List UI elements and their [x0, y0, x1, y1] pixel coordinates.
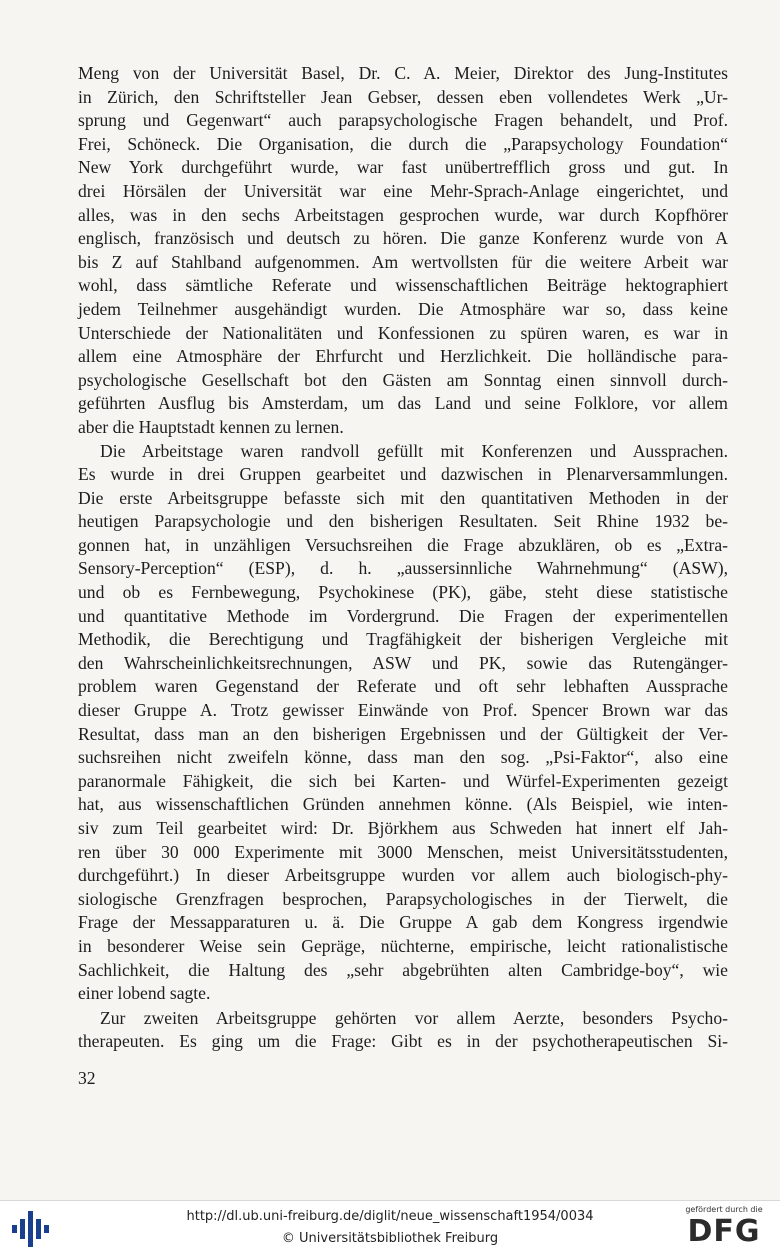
text-line: drei Hörsälen der Universität war eine Mehr-Sprach-Anlage eingerichtet, und: [78, 180, 728, 201]
text-line: aber die Hauptstadt kennen zu lernen.: [78, 416, 344, 437]
text-line: siologische Grenzfragen besprochen, Parapsychologisches in der Tierwelt, die: [78, 888, 728, 909]
text-line: in Zürich, den Schriftsteller Jean Gebser, dessen eben vollendetes Werk „Ur-: [78, 86, 728, 107]
paragraph-start-line: Die Arbeitstage waren randvoll gefüllt mit Konferenzen und Aussprachen.: [100, 440, 728, 461]
text-line: psychologische Gesellschaft bot den Gästen am Sonntag einen sinnvoll durch-: [78, 369, 728, 390]
text-line: hat, aus wissenschaftlichen Gründen annehmen könne. (Als Beispiel, wie inten-: [78, 794, 728, 815]
text-line: problem waren Gegenstand der Referate und oft sehr lebhaften Aussprache: [78, 676, 728, 697]
text-line: Frei, Schöneck. Die Organisation, die durch die „Parapsychology Foundation“: [78, 133, 728, 154]
viewer-footer: [0, 1200, 780, 1255]
text-line: gonnen hat, in unzähligen Versuchsreihen die Frage abzuklären, ob es „Extra-: [78, 534, 728, 555]
text-line: Methodik, die Berechtigung und Tragfähigkeit der bisherigen Vergleiche mit: [78, 629, 728, 650]
copyright-notice: © Universitätsbibliothek Freiburg: [281, 1231, 499, 1246]
paragraph-start-line: Zur zweiten Arbeitsgruppe gehörten vor allem Aerzte, besonders Psycho-: [100, 1007, 728, 1028]
page-number: 32: [78, 1068, 96, 1088]
text-line: Sachlichkeit, die Haltung des „sehr abgebrühten alten Cambridge-boy“, wie: [78, 959, 728, 980]
text-line: einer lobend sagte.: [78, 983, 211, 1004]
text-line: geführten Ausflug bis Amsterdam, um das Land und seine Folklore, vor allem: [78, 393, 728, 414]
text-line: bis Z auf Stahlband aufgenommen. Am wertvollsten für die weitere Arbeit war: [78, 251, 728, 272]
text-line: Sensory-Perception“ (ESP), d. h. „aussersinnliche Wahrnehmung“ (ASW),: [78, 558, 728, 579]
text-line: und quantitative Methode im Vordergrund. Die Fragen der experimentellen: [78, 605, 728, 626]
text-line: Die erste Arbeitsgruppe befasste sich mit den quantitativen Methoden in der: [78, 487, 728, 508]
text-line: wohl, dass sämtliche Referate und wissenschaftlichen Beiträge hektographiert: [78, 275, 728, 296]
dfg-mark: DFG: [687, 1214, 761, 1249]
text-line: durchgeführt.) In dieser Arbeitsgruppe wurden vor allem auch biologisch-phy-: [78, 865, 728, 886]
text-line: Unterschiede der Nationalitäten und Konfessionen zu spüren waren, es war in: [78, 322, 728, 343]
text-line: heutigen Parapsychologie und den bisherigen Resultaten. Seit Rhine 1932 be-: [78, 511, 728, 532]
text-line: alles, was in den sechs Arbeitstagen gesprochen wurde, war durch Kopfhörer: [78, 204, 728, 225]
text-line: dieser Gruppe A. Trotz gewisser Einwände von Prof. Spencer Brown war das: [78, 700, 728, 721]
text-line: therapeuten. Es ging um die Frage: Gibt es in der psychotherapeutischen Si-: [78, 1031, 728, 1052]
text-line: und ob es Fernbewegung, Psychokinese (PK), gäbe, steht diese statistische: [78, 582, 728, 603]
text-line: den Wahrscheinlichkeitsrechnungen, ASW und PK, sowie das Rutengänger-: [78, 652, 728, 673]
text-line: Es wurde in drei Gruppen gearbeitet und dazwischen in Plenarversammlungen.: [78, 464, 728, 485]
permalink-link[interactable]: http://dl.ub.uni-freiburg.de/diglit/neue_wissenschaft1954/0034: [186, 1209, 594, 1224]
dfg-caption: gefördert durch die: [685, 1205, 763, 1214]
body-text: [78, 62, 728, 1054]
dfg-logo: [678, 1205, 770, 1251]
text-line: Resultat, dass man an den bisherigen Ergebnissen und der Gültigkeit der Ver-: [78, 723, 728, 744]
text-line: ren über 30 000 Experimente mit 3000 Menschen, meist Universitätsstudenten,: [78, 841, 728, 862]
text-line: sprung und Gegenwart“ auch parapsychologische Fragen behandelt, und Prof.: [78, 110, 728, 131]
text-line: jedem Teilnehmer ausgehändigt wurden. Die Atmosphäre war so, dass keine: [78, 298, 728, 319]
text-line: Meng von der Universität Basel, Dr. C. A. Meier, Direktor des Jung-Institutes: [78, 63, 728, 83]
text-line: Frage der Messapparaturen u. ä. Die Gruppe A gab dem Kongress irgendwie: [78, 912, 728, 933]
text-line: allem eine Atmosphäre der Ehrfurcht und Herzlichkeit. Die holländische para-: [78, 346, 728, 367]
text-line: suchsreihen nicht zweifeln könne, dass man den sog. „Psi-Faktor“, also eine: [78, 747, 728, 768]
text-line: in besonderer Weise sein Gepräge, nüchterne, empirische, leicht rationalistische: [78, 935, 728, 956]
text-line: englisch, französisch und deutsch zu hören. Die ganze Konferenz wurde von A: [78, 228, 728, 249]
text-line: New York durchgeführt wurde, war fast unübertrefflich gross und gut. In: [78, 157, 728, 178]
text-line: paranormale Fähigkeit, die sich bei Karten- und Würfel-Experimenten gezeigt: [78, 770, 728, 791]
text-line: siv zum Teil gearbeitet wird: Dr. Björkhem aus Schweden hat innert elf Jah-: [78, 818, 728, 838]
